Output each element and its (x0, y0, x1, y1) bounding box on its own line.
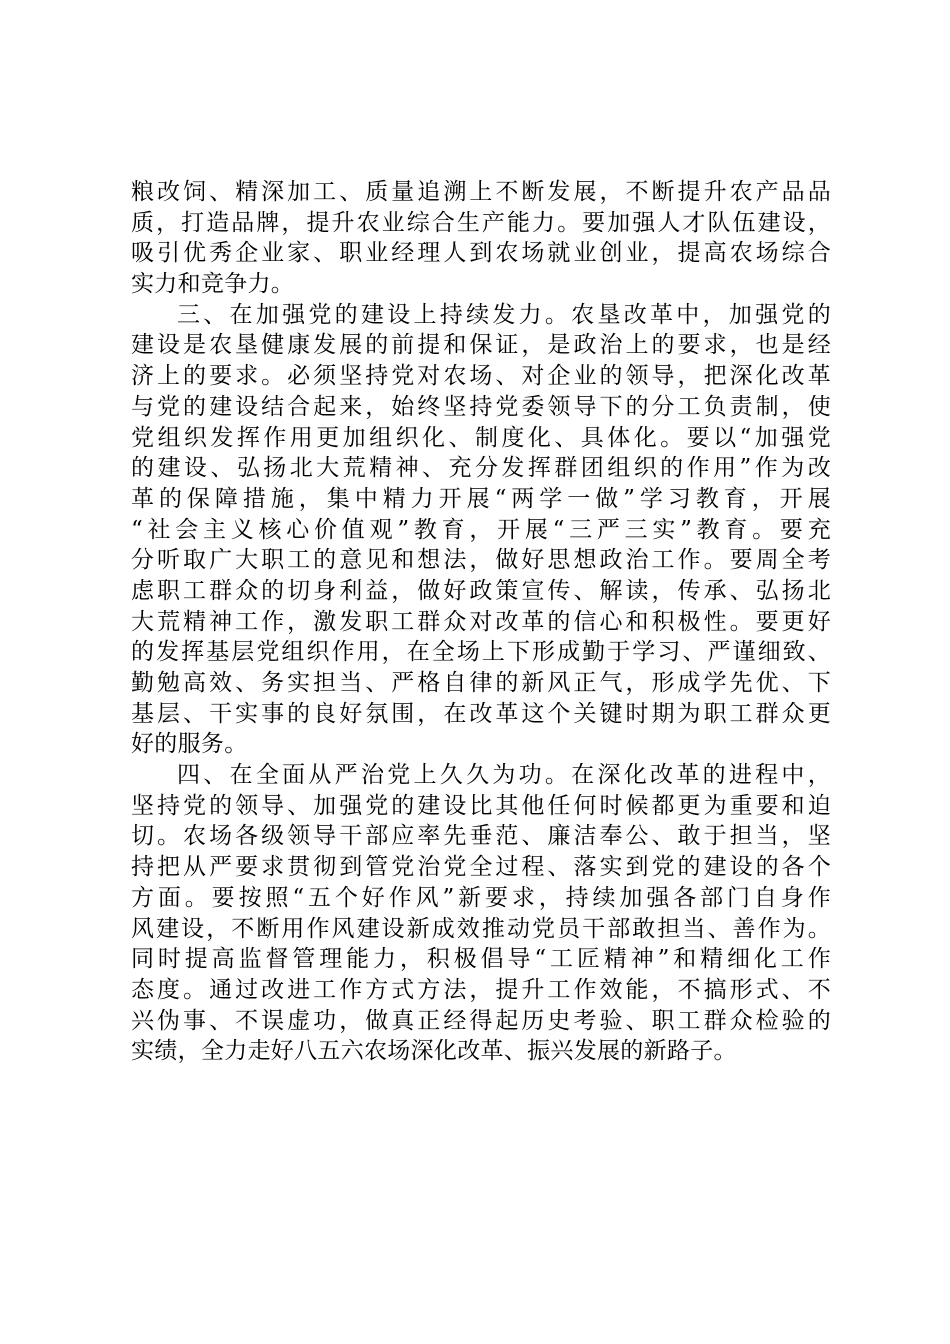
text-line: 虑职工群众的切身利益，做好政策宣传、解读，传承、弘扬北 (131, 577, 831, 604)
text-line: 济上的要求。必须坚持党对农场、对企业的领导，把深化改革 (131, 363, 831, 390)
text-line: 建设是农垦健康发展的前提和保证，是政治上的要求，也是经 (131, 332, 831, 359)
body-text (131, 177, 831, 1067)
text-line: 方面。要按照“五个好作风”新要求，持续加强各部门自身作 (131, 884, 831, 911)
text-line: 吸引优秀企业家、职业经理人到农场就业创业，提高农场综合 (131, 240, 831, 267)
text-line: 实力和竞争力。 (131, 271, 295, 298)
text-line: 风建设，不断用作风建设新成效推动党员干部敢担当、善作为。 (131, 915, 831, 942)
text-line: 同时提高监督管理能力，积极倡导“工匠精神”和精细化工作 (131, 946, 831, 973)
text-line: 大荒精神工作，激发职工群众对改革的信心和积极性。要更好 (131, 608, 831, 635)
text-line: 持把从严要求贯彻到管党治党全过程、落实到党的建设的各个 (131, 854, 831, 881)
paragraph-three-heading-line: 三、在加强党的建设上持续发力。农垦改革中，加强党的 (177, 301, 831, 328)
text-line: “社会主义核心价值观”教育，开展“三严三实”教育。要充 (131, 516, 831, 543)
text-line: 的建设、弘扬北大荒精神、充分发挥群团组织的作用”作为改 (131, 455, 831, 482)
text-line: 的发挥基层党组织作用，在全场上下形成勤于学习、严谨细致、 (131, 639, 831, 666)
text-line: 切。农场各级领导干部应率先垂范、廉洁奉公、敢于担当，坚 (131, 823, 831, 850)
text-line: 坚持党的领导、加强党的建设比其他任何时候都更为重要和迫 (131, 792, 831, 819)
text-line: 党组织发挥作用更加组织化、制度化、具体化。要以“加强党 (131, 424, 831, 451)
text-line: 分听取广大职工的意见和想法，做好思想政治工作。要周全考 (131, 547, 831, 574)
text-line: 革的保障措施，集中精力开展“两学一做”学习教育，开展 (131, 485, 831, 512)
text-line: 质，打造品牌，提升农业综合生产能力。要加强人才队伍建设， (131, 209, 831, 236)
text-line: 态度。通过改进工作方式方法，提升工作效能，不搞形式、不 (131, 976, 831, 1003)
text-line: 勤勉高效、务实担当、严格自律的新风正气，形成学先优、下 (131, 670, 831, 696)
paragraph-four-heading-line: 四、在全面从严治党上久久为功。在深化改革的进程中， (177, 762, 831, 789)
text-line: 好的服务。 (131, 731, 248, 758)
text-line: 实绩，全力走好八五六农场深化改革、振兴发展的新路子。 (131, 1038, 737, 1065)
text-line: 粮改饲、精深加工、质量追溯上不断发展，不断提升农产品品 (131, 179, 831, 205)
text-line: 与党的建设结合起来，始终坚持党委领导下的分工负责制，使 (131, 393, 831, 420)
text-line: 基层、干实事的良好氛围，在改革这个关键时期为职工群众更 (131, 700, 831, 727)
text-line: 兴伪事、不误虚功，做真正经得起历史考验、职工群众检验的 (131, 1007, 831, 1034)
